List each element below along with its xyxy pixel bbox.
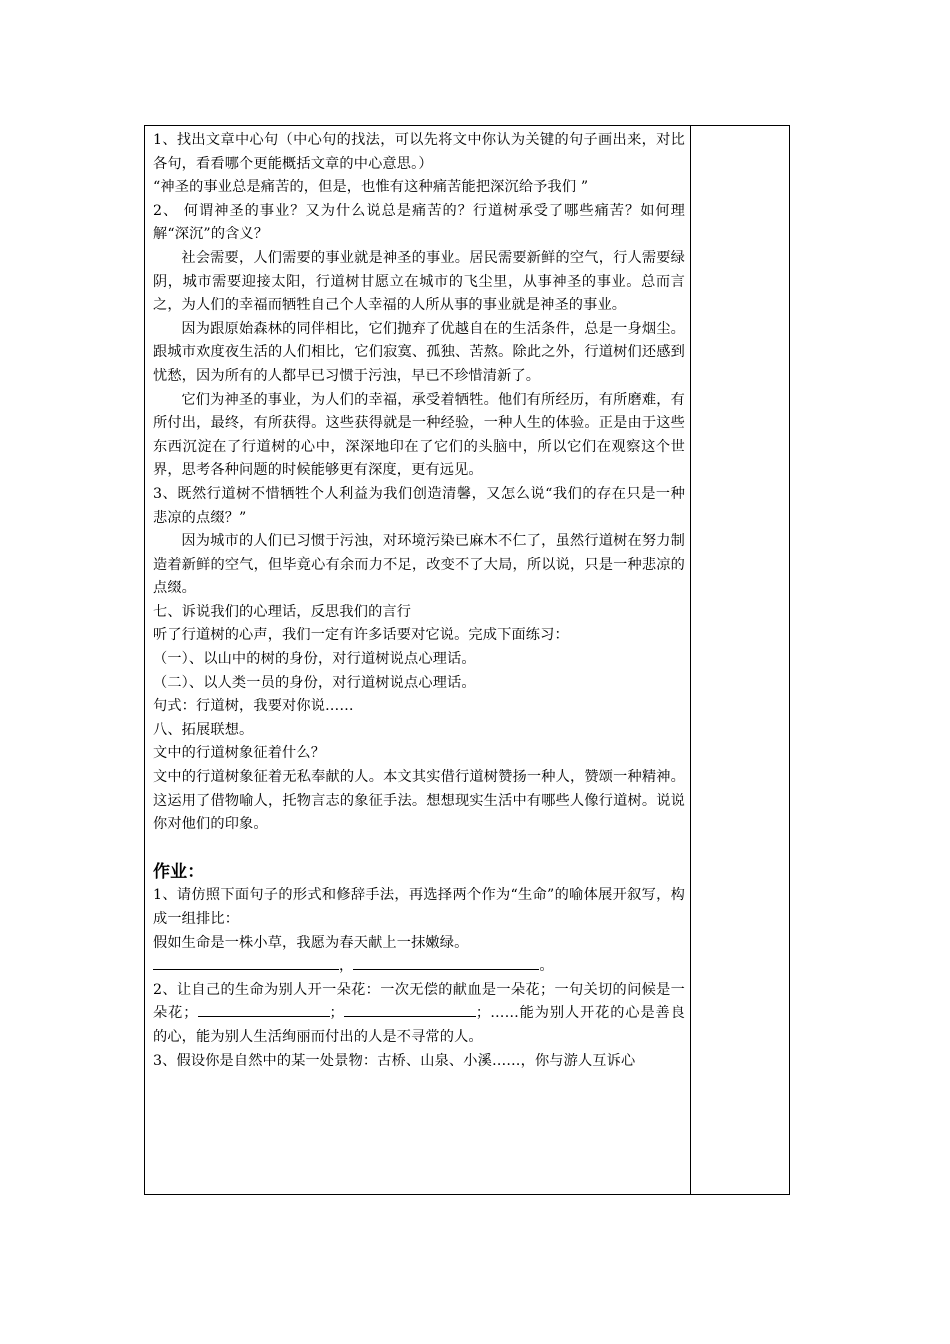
fill-blank[interactable] [153,955,339,970]
homework-three: 3、假设你是自然中的某一处景物：古桥、山泉、小溪……，你与游人互诉心 [153,1052,636,1069]
instruction-text: 听了行道树的心声，我们一定有许多话要对它说。完成下面练习： [153,627,569,644]
sentence-pattern: 句式：行道树，我要对你说…… [153,698,354,715]
answer-paragraph: 它们为神圣的事业，为人们的幸福，承受着牺牲。他们有所经历，有所磨难，有所付出，最终，有所获得。这些获得就是一种经验，一种人生的体验。正是由于这些东西沉淀在了行道树的心中，深深地印在了它们的头脑中，所以它们在观察这个世界，思考各种问题的时候能够更有深度，更有远见。 [153,391,685,479]
homework-heading: 作业： [153,862,205,883]
exercise-two: （二）、以人类一员的身份，对行道树说点心理话。 [153,674,476,691]
column-divider [690,126,691,1194]
fill-blank[interactable] [353,955,539,970]
homework-example: 假如生命是一株小草，我愿为春天献上一抹嫩绿。 [153,934,469,951]
fill-blank[interactable] [344,1002,476,1017]
exercise-one: （一）、以山中的树的身份，对行道树说点心理话。 [153,651,476,668]
answer-symbol: 文中的行道树象征着无私奉献的人。本文其实借行道树赞扬一种人，赞颂一种精神。这运用了借物喻人，托物言志的象征手法。想想现实生活中有哪些人像行道树。说说你对他们的印象。 [153,769,685,833]
q1-text: 1、找出文章中心句（中心句的找法，可以先将文中你认为关键的句子画出来，对比各句，看看哪个更能概括文章的中心意思。） [153,132,685,172]
lesson-table [144,125,790,1195]
q2-text: 2、 何谓神圣的事业？又为什么说总是痛苦的？行道树承受了哪些痛苦？如何理解“深沉”的含义？ [153,202,685,243]
central-sentence: “神圣的事业总是痛苦的，但是，也惟有这种痛苦能把深沉给予我们 ” [153,179,589,196]
homework-blanks-line: ， 。 [153,955,685,979]
section-eight-heading: 八、拓展联想。 [153,721,254,738]
section-seven-heading: 七、诉说我们的心理话，反思我们的言行 [153,603,412,620]
answer-paragraph: 社会需要，人们需要的事业就是神圣的事业。居民需要新鲜的空气，行人需要绿阴，城市需要迎接太阳，行道树甘愿立在城市的飞尘里，从事神圣的事业。总而言之，为人们的幸福而牺牲自己个人幸福的人所从事的事业就是神圣的事业。 [153,249,685,314]
main-cell [153,129,685,1073]
question-symbol: 文中的行道树象征着什么？ [153,745,326,762]
homework-one: 1、请仿照下面句子的形式和修辞手法，再选择两个作为“生命”的喻体展开叙写，构成一组排比： [153,887,685,927]
fill-blank[interactable] [198,1002,330,1017]
answer-paragraph: 因为城市的人们已习惯于污浊，对环境污染已麻木不仁了，虽然行道树在努力制造着新鲜的空气，但毕竟心有余而力不足，改变不了大局，所以说，只是一种悲凉的点缀。 [153,533,685,597]
spacer [153,837,685,861]
homework-two: 2、让自己的生命为别人开一朵花：一次无偿的献血是一朵花；一句关切的问候是一朵花； ； ；……能为别人开花的心是善良的心，能为别人生活绚丽而付出的人是不寻常的人。 [153,981,685,1045]
q3-text: 3、既然行道树不惜牺牲个人利益为我们创造清馨，又怎么说“我们的存在只是一种悲凉的点缀？” [153,485,685,526]
answer-paragraph: 因为跟原始森林的同伴相比，它们抛弃了优越自在的生活条件，总是一身烟尘。跟城市欢度夜生活的人们相比，它们寂寞、孤独、苦熬。除此之外，行道树们还感到忧愁，因为所有的人都早已习惯于污浊，早已不珍惜清新了。 [153,320,685,384]
